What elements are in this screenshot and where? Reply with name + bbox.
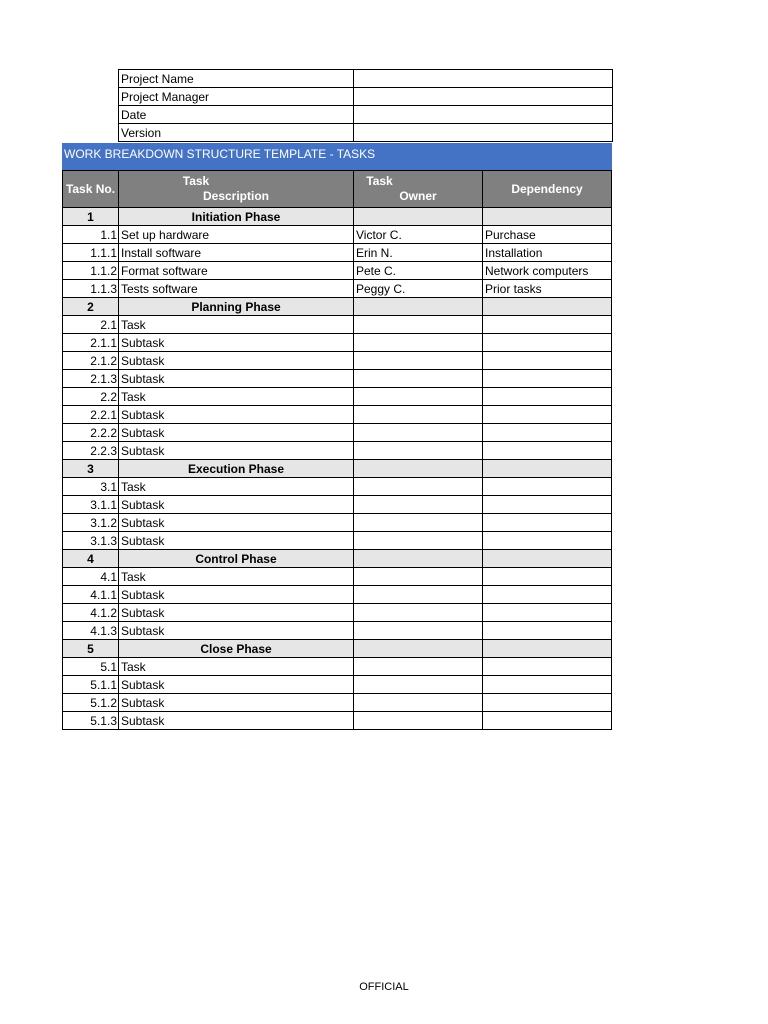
- task-number-cell: 4.1.1: [63, 586, 119, 604]
- task-number-cell: 5.1.2: [63, 694, 119, 712]
- task-owner-cell[interactable]: [354, 406, 483, 424]
- table-row: [63, 532, 612, 550]
- table-row: [63, 442, 612, 460]
- table-row: [63, 658, 612, 676]
- table-row: [63, 514, 612, 532]
- task-number-cell: 1.1.1: [63, 244, 119, 262]
- task-number-cell: 3.1.3: [63, 532, 119, 550]
- dependency-cell[interactable]: [483, 460, 612, 478]
- task-number-cell: 5.1.3: [63, 712, 119, 730]
- dependency-cell[interactable]: Network computers: [483, 262, 612, 280]
- task-description-cell[interactable]: Planning Phase: [119, 298, 354, 316]
- table-row: [63, 262, 612, 280]
- header-dependency: [483, 171, 612, 208]
- task-description-cell[interactable]: Subtask: [119, 406, 354, 424]
- dependency-cell[interactable]: Installation: [483, 244, 612, 262]
- task-owner-cell[interactable]: [354, 658, 483, 676]
- task-description-cell[interactable]: Task: [119, 478, 354, 496]
- task-owner-cell[interactable]: [354, 676, 483, 694]
- wbs-task-table: [62, 170, 612, 730]
- task-owner-cell[interactable]: [354, 352, 483, 370]
- date-label: Date: [119, 106, 354, 124]
- project-info-row: [119, 88, 613, 106]
- date-value[interactable]: [354, 106, 613, 124]
- dependency-cell[interactable]: [483, 586, 612, 604]
- table-header-row: [63, 171, 612, 208]
- table-row: [63, 622, 612, 640]
- task-owner-cell[interactable]: [354, 334, 483, 352]
- dependency-cell[interactable]: [483, 694, 612, 712]
- table-row: [63, 244, 612, 262]
- task-number-cell: 1.1.3: [63, 280, 119, 298]
- dependency-cell[interactable]: [483, 370, 612, 388]
- task-description-cell[interactable]: Task: [119, 658, 354, 676]
- dependency-cell[interactable]: [483, 208, 612, 226]
- project-info-table: [118, 69, 613, 142]
- task-owner-cell[interactable]: [354, 640, 483, 658]
- task-owner-cell[interactable]: [354, 712, 483, 730]
- task-number-cell: 2: [63, 298, 119, 316]
- task-number-cell: 4.1.2: [63, 604, 119, 622]
- task-number-cell: 3.1.2: [63, 514, 119, 532]
- table-row: [63, 424, 612, 442]
- task-description-cell[interactable]: Subtask: [119, 586, 354, 604]
- dependency-cell[interactable]: [483, 568, 612, 586]
- project-manager-value[interactable]: [354, 88, 613, 106]
- task-number-cell: 2.2.2: [63, 424, 119, 442]
- task-number-cell: 2.1.2: [63, 352, 119, 370]
- task-description-cell[interactable]: Subtask: [119, 622, 354, 640]
- task-number-cell: 2.1.1: [63, 334, 119, 352]
- task-description-cell[interactable]: Subtask: [119, 532, 354, 550]
- table-row: [63, 496, 612, 514]
- task-owner-cell[interactable]: [354, 388, 483, 406]
- task-number-cell: 2.2: [63, 388, 119, 406]
- task-owner-cell[interactable]: [354, 694, 483, 712]
- table-row: [63, 406, 612, 424]
- task-number-cell: 5.1.1: [63, 676, 119, 694]
- dependency-cell[interactable]: Prior tasks: [483, 280, 612, 298]
- table-row: [63, 676, 612, 694]
- task-description-cell[interactable]: Execution Phase: [119, 460, 354, 478]
- table-body: [63, 208, 612, 730]
- project-info-row: [119, 70, 613, 88]
- task-owner-cell[interactable]: [354, 604, 483, 622]
- task-description-cell[interactable]: Task: [119, 316, 354, 334]
- dependency-cell[interactable]: [483, 442, 612, 460]
- project-info-row: [119, 106, 613, 124]
- task-owner-cell[interactable]: Peggy C.: [354, 280, 483, 298]
- task-number-cell: 2.1: [63, 316, 119, 334]
- table-row: [63, 604, 612, 622]
- table-row: [63, 694, 612, 712]
- task-description-cell[interactable]: Subtask: [119, 676, 354, 694]
- task-description-cell[interactable]: Task: [119, 388, 354, 406]
- wbs-title-banner: WORK BREAKDOWN STRUCTURE TEMPLATE - TASKS: [62, 143, 612, 170]
- project-name-label: Project Name: [119, 70, 354, 88]
- table-row: [63, 370, 612, 388]
- header-dependency-label: Dependency: [511, 182, 583, 196]
- dependency-cell[interactable]: [483, 712, 612, 730]
- task-owner-cell[interactable]: [354, 496, 483, 514]
- header-task-description-top: Task: [182, 174, 210, 188]
- task-description-cell[interactable]: Subtask: [119, 514, 354, 532]
- task-owner-cell[interactable]: [354, 550, 483, 568]
- table-row: [63, 316, 612, 334]
- task-owner-cell[interactable]: [354, 316, 483, 334]
- task-description-cell[interactable]: Subtask: [119, 424, 354, 442]
- table-row: [63, 712, 612, 730]
- dependency-cell[interactable]: [483, 352, 612, 370]
- table-row: [63, 586, 612, 604]
- table-row: [63, 352, 612, 370]
- phase-row: [63, 460, 612, 478]
- header-task-description-bottom: Description: [202, 189, 269, 203]
- task-description-cell[interactable]: Task: [119, 568, 354, 586]
- task-owner-cell[interactable]: [354, 442, 483, 460]
- task-number-cell: 1.1.2: [63, 262, 119, 280]
- task-description-cell[interactable]: Format software: [119, 262, 354, 280]
- task-description-cell[interactable]: Close Phase: [119, 640, 354, 658]
- dependency-cell[interactable]: [483, 622, 612, 640]
- task-description-cell[interactable]: Subtask: [119, 370, 354, 388]
- task-description-cell[interactable]: Subtask: [119, 712, 354, 730]
- task-owner-cell[interactable]: [354, 208, 483, 226]
- task-owner-cell[interactable]: [354, 622, 483, 640]
- task-number-cell: 2.2.1: [63, 406, 119, 424]
- phase-row: [63, 298, 612, 316]
- dependency-cell[interactable]: Purchase: [483, 226, 612, 244]
- task-owner-cell[interactable]: Victor C.: [354, 226, 483, 244]
- table-row: [63, 280, 612, 298]
- task-owner-cell[interactable]: [354, 514, 483, 532]
- table-row: [63, 226, 612, 244]
- dependency-cell[interactable]: [483, 316, 612, 334]
- table-row: [63, 388, 612, 406]
- dependency-cell[interactable]: [483, 424, 612, 442]
- dependency-cell[interactable]: [483, 514, 612, 532]
- task-description-cell[interactable]: Subtask: [119, 352, 354, 370]
- task-description-cell[interactable]: Set up hardware: [119, 226, 354, 244]
- footer-classification: OFFICIAL: [359, 981, 409, 993]
- project-name-value[interactable]: [354, 70, 613, 88]
- task-number-cell: 3.1.1: [63, 496, 119, 514]
- task-owner-cell[interactable]: [354, 586, 483, 604]
- task-number-cell: 2.1.3: [63, 370, 119, 388]
- header-task-owner-top: Task: [366, 174, 393, 188]
- task-number-cell: 1: [63, 208, 119, 226]
- task-owner-cell[interactable]: Pete C.: [354, 262, 483, 280]
- task-description-cell[interactable]: Install software: [119, 244, 354, 262]
- task-number-cell: 4.1: [63, 568, 119, 586]
- dependency-cell[interactable]: [483, 532, 612, 550]
- dependency-cell[interactable]: [483, 658, 612, 676]
- header-task-owner: [354, 171, 483, 208]
- task-number-cell: 3: [63, 460, 119, 478]
- header-task-description: [119, 171, 354, 208]
- task-number-cell: 3.1: [63, 478, 119, 496]
- dependency-cell[interactable]: [483, 334, 612, 352]
- dependency-cell[interactable]: [483, 496, 612, 514]
- project-manager-label: Project Manager: [119, 88, 354, 106]
- task-owner-cell[interactable]: [354, 370, 483, 388]
- version-label: Version: [119, 124, 354, 142]
- dependency-cell[interactable]: [483, 550, 612, 568]
- dependency-cell[interactable]: [483, 676, 612, 694]
- task-description-cell[interactable]: Subtask: [119, 442, 354, 460]
- dependency-cell[interactable]: [483, 298, 612, 316]
- task-number-cell: 4: [63, 550, 119, 568]
- task-description-cell[interactable]: Tests software: [119, 280, 354, 298]
- header-task-owner-bottom: Owner: [399, 189, 437, 203]
- table-row: [63, 568, 612, 586]
- dependency-cell[interactable]: [483, 640, 612, 658]
- table-row: [63, 478, 612, 496]
- task-owner-cell[interactable]: [354, 424, 483, 442]
- dependency-cell[interactable]: [483, 478, 612, 496]
- task-owner-cell[interactable]: [354, 298, 483, 316]
- phase-row: [63, 640, 612, 658]
- header-task-no: [63, 171, 119, 208]
- task-description-cell[interactable]: Subtask: [119, 694, 354, 712]
- task-owner-cell[interactable]: [354, 478, 483, 496]
- task-description-cell[interactable]: Subtask: [119, 496, 354, 514]
- task-description-cell[interactable]: Control Phase: [119, 550, 354, 568]
- task-number-cell: 5.1: [63, 658, 119, 676]
- table-row: [63, 334, 612, 352]
- dependency-cell[interactable]: [483, 406, 612, 424]
- header-task-no-label: Task No.: [65, 182, 116, 196]
- task-number-cell: 2.2.3: [63, 442, 119, 460]
- task-description-cell[interactable]: Subtask: [119, 604, 354, 622]
- task-owner-cell[interactable]: [354, 460, 483, 478]
- task-owner-cell[interactable]: Erin N.: [354, 244, 483, 262]
- task-number-cell: 5: [63, 640, 119, 658]
- project-info-row: [119, 124, 613, 142]
- phase-row: [63, 550, 612, 568]
- task-number-cell: 1.1: [63, 226, 119, 244]
- phase-row: [63, 208, 612, 226]
- task-owner-cell[interactable]: [354, 568, 483, 586]
- dependency-cell[interactable]: [483, 388, 612, 406]
- task-owner-cell[interactable]: [354, 532, 483, 550]
- version-value[interactable]: [354, 124, 613, 142]
- dependency-cell[interactable]: [483, 604, 612, 622]
- task-description-cell[interactable]: Initiation Phase: [119, 208, 354, 226]
- task-description-cell[interactable]: Subtask: [119, 334, 354, 352]
- task-number-cell: 4.1.3: [63, 622, 119, 640]
